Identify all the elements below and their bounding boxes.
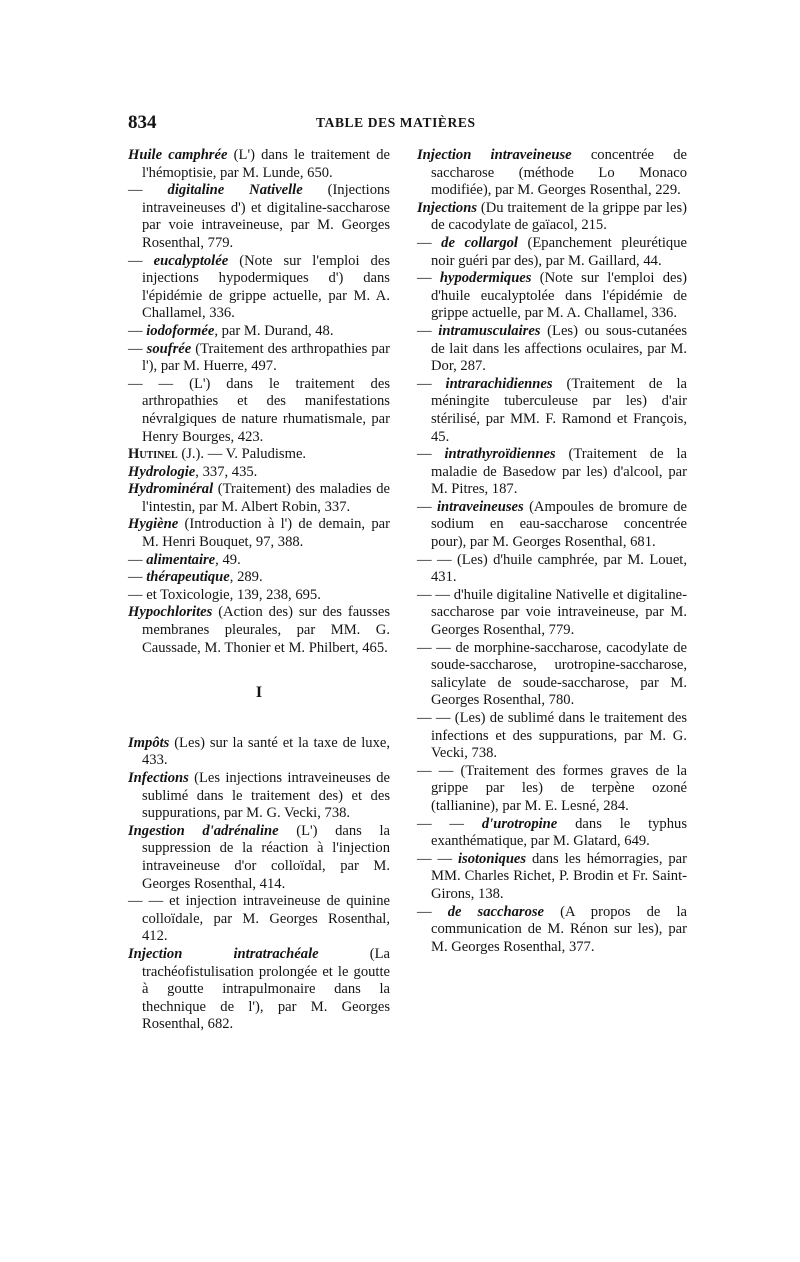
entry-text: (Traitement) des maladies de l'intestin, par M. Albert Robin, 337. (142, 481, 390, 515)
entry-dash: — (128, 569, 147, 586)
entry-text: et Toxicologie, 139, 238, 695. (146, 586, 321, 603)
entry-headword: de collargol (441, 234, 518, 251)
entry-text: , par M. Durand, 48. (214, 322, 334, 339)
entry-headword: intraveineuses (436, 498, 524, 515)
entry-text: (Injections intraveineuses d') et digitaline-saccharose par voie intraveineuse, par M. Georges Rosenthal, 779. (142, 182, 390, 251)
entry-headword: isotoniques (457, 850, 527, 867)
entry-dash: — (128, 182, 168, 199)
entry-dash: — — (417, 762, 461, 779)
entry-text: (Les) d'huile camphrée, par M. Louet, 431. (431, 551, 688, 586)
index-entry (417, 270, 687, 323)
index-entry (417, 851, 687, 904)
entry-headword: Infections (128, 770, 189, 786)
left-column (128, 147, 390, 1034)
entry-dash: — — (417, 639, 456, 656)
entry-headword: Hydrominéral (128, 481, 214, 498)
entry-headword: hypodermiques (439, 270, 532, 287)
index-entry (128, 516, 390, 551)
index-entry (128, 893, 390, 946)
index-entry (417, 816, 687, 851)
entry-dash: — — (417, 586, 454, 603)
index-entry (417, 147, 687, 200)
running-title: TABLE DES MATIÈRES (316, 115, 476, 130)
entry-headword: Injections (417, 199, 478, 216)
index-entry (128, 770, 390, 823)
entry-dash: — — (417, 710, 455, 726)
index-entry (128, 604, 390, 657)
index-entry (128, 147, 390, 182)
entry-headword: iodoformée (146, 322, 215, 339)
right-column (417, 147, 687, 956)
index-entry (417, 376, 687, 446)
index-entry (128, 464, 390, 482)
entry-text: (Du traitement de la grippe par les) de cacodylate de gaïacol, 215. (431, 199, 687, 234)
entry-text: (La trachéofistulisation prolongée et le goutte à goutte intrapulmonaire dans la thechnique de l'), par M. Georges Rosenthal, 682. (142, 945, 391, 1033)
page-number: 834 (128, 112, 157, 133)
entry-text: , 49. (215, 551, 241, 568)
entry-headword: eucalyptolée (153, 252, 229, 269)
entry-dash: — (128, 586, 147, 603)
entry-dash: — — (417, 551, 457, 568)
entry-dash: — (128, 340, 147, 357)
entry-text: (Les injections intraveineuses de sublimé dans le traitement des) et des suppurations, par M. G. Vecki, 738. (142, 770, 390, 822)
entry-headword: thérapeutique (146, 569, 230, 586)
entry-dash: — (417, 234, 442, 251)
entry-dash: — (128, 322, 147, 339)
entry-headword: d'urotropine (481, 815, 558, 832)
entry-headword: intrathyroïdiennes (444, 446, 556, 463)
entry-dash: — (417, 446, 445, 463)
index-entry (128, 552, 390, 570)
entry-text: (Epanchement pleurétique noir guéri par des), par M. Gaillard, 44. (431, 234, 687, 269)
entry-text: (Traitement des arthropathies par l'), par M. Huerre, 497. (142, 340, 391, 375)
index-entry (417, 552, 687, 587)
entry-text: (Les) sur la santé et la taxe de luxe, 433. (142, 734, 390, 769)
entry-text: (Les) ou sous-cutanées de lait dans les affections oculaires, par M. Dor, 287. (431, 322, 687, 375)
index-entry (128, 946, 390, 1034)
entry-headword: digitaline Nativelle (167, 182, 303, 199)
entry-text: (Traitement de la maladie de Basedow par les) d'alcool, par M. Pitres, 187. (431, 446, 687, 498)
entry-headword: Injection intratrachéale (128, 945, 319, 962)
entry-headword: intramusculaires (438, 322, 541, 339)
entry-dash: — — (128, 375, 190, 392)
entry-dash: — (417, 498, 437, 515)
entry-author: Hutinel (128, 446, 178, 463)
entry-headword: Huile camphrée (128, 147, 228, 163)
index-entry (417, 499, 687, 552)
entry-headword: Hydrologie (128, 463, 196, 480)
entry-dash: — — (417, 815, 482, 832)
entry-headword: Hygiène (128, 516, 179, 533)
page-header (128, 112, 688, 136)
left-entries-after (128, 735, 390, 1034)
index-entry (128, 569, 390, 587)
entry-headword: Injection intraveineuse (417, 147, 572, 163)
entry-text: , 289. (229, 569, 263, 586)
index-entry (128, 823, 390, 893)
entry-dash: — (417, 903, 448, 920)
entry-text: (Action des) sur des fausses membranes pleurales, par MM. G. Caussade, M. Thonier et M. Philbert, 465. (142, 604, 390, 656)
index-entry (128, 735, 390, 770)
index-entry (417, 763, 687, 816)
entry-dash: — (128, 252, 154, 269)
entry-headword: de saccharose (447, 903, 545, 920)
entry-headword: Impôts (128, 734, 170, 751)
entry-dash: — (417, 375, 446, 392)
entry-dash: — — (417, 850, 458, 867)
entry-headword: Ingestion d'adrénaline (128, 822, 279, 839)
entry-headword: alimentaire (146, 551, 216, 568)
entry-text: de morphine-saccharose, cacodylate de soude-saccharose, urotropine-saccharose, salicylate de soude-saccharose, par M. Georges Rosenthal, 780. (431, 639, 687, 709)
index-entry (128, 446, 390, 464)
entry-dash: — (417, 270, 440, 287)
index-entry (128, 587, 390, 605)
index-entry (128, 376, 390, 446)
entry-dash: — (417, 322, 439, 339)
index-entry (128, 182, 390, 252)
entry-text: concentrée de saccharose (méthode Lo Monaco modifiée), par M. Georges Rosenthal, 229. (431, 147, 688, 199)
entry-text: dans le typhus exanthématique, par M. Glatard, 649. (431, 815, 687, 850)
entry-headword: intrarachidiennes (445, 375, 553, 392)
entry-dash: — (128, 551, 147, 568)
entry-text: (A propos de la communication de M. Rénon sur les), par M. Georges Rosenthal, 377. (431, 903, 687, 955)
entry-text: (Note sur l'emploi des) d'huile eucalyptolée dans l'épidémie de grippe actuelle, par M. A. Challamel, 336. (431, 270, 688, 322)
entry-headword: Hypochlorites (128, 604, 213, 621)
index-entry (128, 323, 390, 341)
index-entry (417, 587, 687, 640)
entry-text: dans les hémorragies, par MM. Charles Richet, P. Brodin et Fr. Saint-Girons, 138. (431, 850, 688, 902)
entry-headword: soufrée (146, 340, 192, 357)
entry-text: d'huile digitaline Nativelle et digitaline-saccharose par voie intraveineuse, par M. Georges Rosenthal, 779. (431, 586, 687, 639)
index-entry (417, 200, 687, 235)
entry-text: et injection intraveineuse de quinine colloïdale, par M. Georges Rosenthal, 412. (142, 893, 390, 945)
index-entry (128, 481, 390, 516)
entry-text: , 337, 435. (195, 463, 258, 480)
index-entry (417, 904, 687, 957)
entry-text: (Les) de sublimé dans le traitement des infections et des suppurations, par M. G. Vecki, 738. (431, 710, 688, 762)
entry-text: (Traitement de la méningite tuberculeuse par les) d'air stérilisé, par MM. F. Ramond et François, 45. (431, 375, 687, 445)
entry-text: (Ampoules de bromure de sodium en eau-saccharose concentrée pour), par M. Georges Rosenthal, 681. (431, 498, 687, 551)
section-letter: I (255, 684, 263, 702)
right-entries (417, 147, 687, 956)
index-entry (417, 640, 687, 710)
entry-dash: — — (128, 893, 170, 910)
index-entry (417, 323, 687, 376)
entry-text: (L') dans le traitement des arthropathies et des manifestations névralgiques de nature rhumatismale, par Henry Bourges, 423. (142, 375, 390, 445)
index-entry (417, 235, 687, 270)
entry-text: (L') dans le traitement de l'hémoptisie, par M. Lunde, 650. (142, 147, 390, 181)
entry-text: (J.). — V. Paludisme. (177, 446, 307, 463)
entry-text: (Note sur l'emploi des injections hypodermiques d') dans l'épidémie de grippe actuelle, par M. A. Challamel, 336. (142, 252, 391, 322)
left-entries-before (128, 147, 390, 657)
index-entry (417, 446, 687, 499)
index-entry (128, 341, 390, 376)
entry-text: (L') dans la suppression de la réaction à l'injection intraveineuse d'or colloïdal, par M. Georges Rosenthal, 414. (142, 822, 390, 892)
entry-text: (Introduction à l') de demain, par M. Henri Bouquet, 97, 388. (142, 516, 390, 551)
index-entry (417, 710, 687, 763)
entry-text: (Traitement des formes graves de la grippe par les) de terpène ozoné (tallianine), par M. E. Lesné, 284. (431, 762, 688, 814)
index-entry (128, 253, 390, 323)
